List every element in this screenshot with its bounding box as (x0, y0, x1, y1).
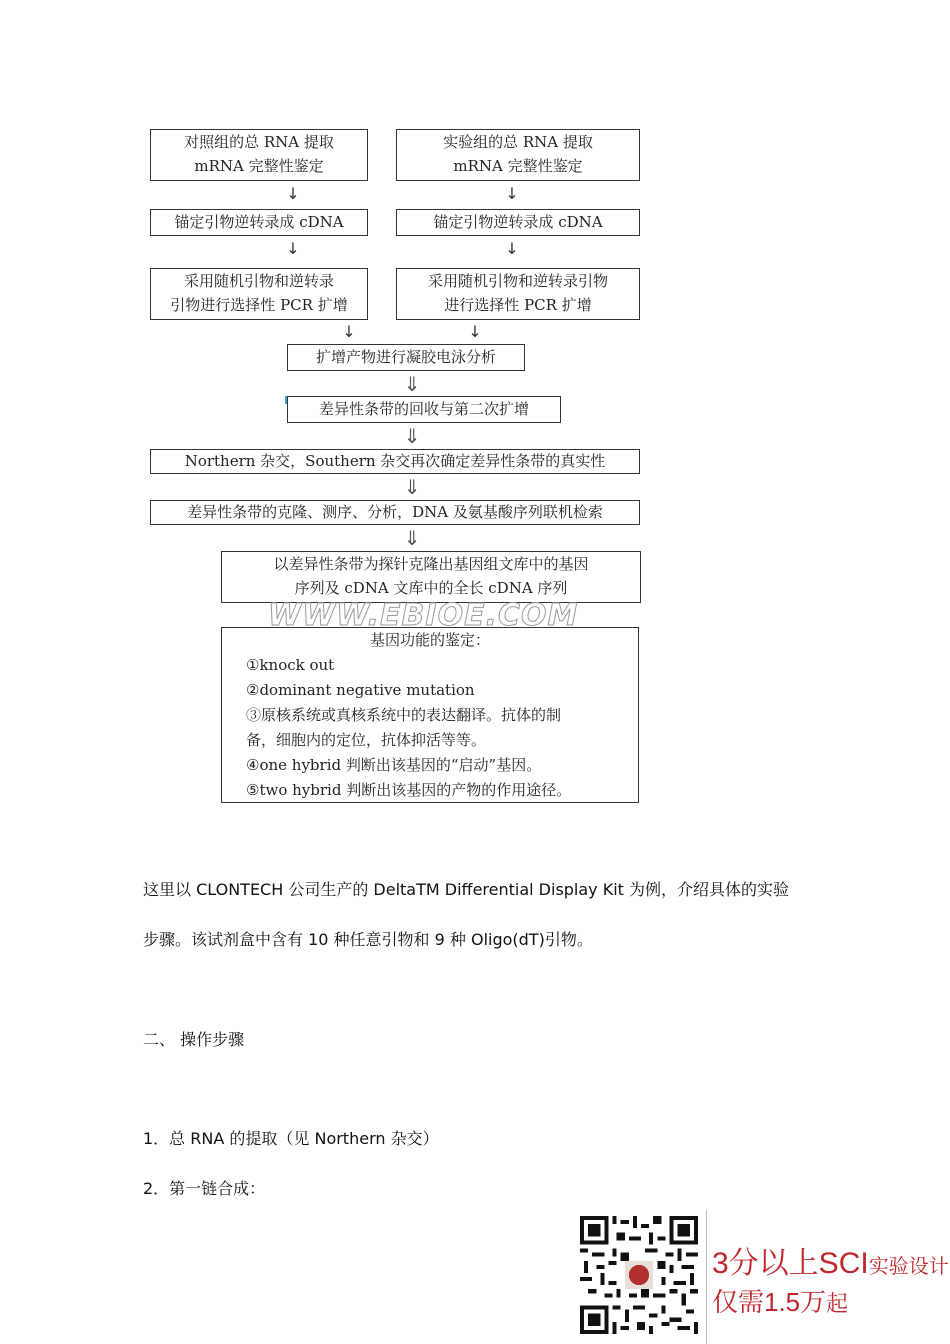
double-down-arrow-icon: ⇓ (403, 424, 421, 448)
box-line: 对照组的总 RNA 提取 (184, 133, 334, 151)
box-line: 差异性条带的回收与第二次扩增 (318, 400, 529, 418)
down-arrow-icon: ↓ (286, 239, 300, 258)
box-line: mRNA 完整性鉴定 (194, 157, 324, 175)
function-item: ②dominant negative mutation (246, 681, 475, 699)
down-arrow-icon: ↓ (286, 184, 300, 203)
double-down-arrow-icon: ⇓ (403, 526, 421, 550)
promo-line-2-big: 仅需1.5万 (712, 1287, 827, 1317)
box-line: 进行选择性 PCR 扩增 (444, 296, 592, 314)
section-heading: 二、 操作步骤 (143, 1030, 245, 1049)
box-line: mRNA 完整性鉴定 (453, 157, 583, 175)
box-line: 引物进行选择性 PCR 扩增 (170, 296, 348, 314)
function-item: ④one hybrid 判断出该基因的“启动”基因。 (246, 756, 542, 774)
box-line: Northern 杂交，Southern 杂交再次确定差异性条带的真实性 (184, 452, 606, 470)
double-down-arrow-icon: ⇓ (403, 475, 421, 499)
box-line: 扩增产物进行凝胶电泳分析 (315, 348, 496, 366)
box-line: 实验组的总 RNA 提取 (443, 133, 593, 151)
left-rna-extraction-box (150, 129, 368, 181)
down-arrow-icon: ↓ (468, 322, 482, 341)
promo-line-1-big: 3分以上SCI (712, 1247, 869, 1280)
library-screening-box (221, 551, 641, 603)
double-down-arrow-icon: ⇓ (403, 372, 421, 396)
promo-line-2 (712, 1282, 848, 1319)
step-item: 2．第一链合成： (143, 1179, 266, 1198)
right-reverse-transcription-box (396, 209, 640, 236)
box-line: 采用随机引物和逆转录引物 (427, 272, 608, 290)
paragraph-line: 这里以 CLONTECH 公司生产的 DeltaTM Differential Display Kit 为例，介绍具体的实验 (143, 880, 790, 899)
left-pcr-box (150, 268, 368, 320)
gene-function-title: 基因功能的鉴定： (369, 631, 490, 649)
paragraph-line: 步骤。该试剂盒中含有 10 种任意引物和 9 种 Oligo(dT)引物。 (143, 930, 593, 949)
function-item: ⑤two hybrid 判断出该基因的产物的作用途径。 (246, 781, 572, 799)
promo-line-2-small: 起 (826, 1291, 849, 1316)
band-recovery-box (287, 396, 561, 423)
qr-code-icon (580, 1216, 698, 1334)
northern-southern-box (150, 449, 640, 474)
watermark-text: WWW.EBIOE.COM (268, 598, 579, 633)
step-item: 1．总 RNA 的提取（见 Northern 杂交） (143, 1129, 439, 1148)
gel-electrophoresis-box (287, 344, 525, 371)
function-item: ①knock out (246, 656, 335, 674)
box-line: 采用随机引物和逆转录 (183, 272, 334, 290)
right-pcr-box (396, 268, 640, 320)
box-line: 锚定引物逆转录成 cDNA (174, 213, 344, 231)
cloning-sequencing-box (150, 500, 640, 525)
promo-line-1-small: 实验设计 (868, 1256, 949, 1278)
function-item: ③原核系统或真核系统中的表达翻译。抗体的制 (246, 706, 562, 724)
down-arrow-icon: ↓ (505, 184, 519, 203)
box-line: 序列及 cDNA 文库中的全长 cDNA 序列 (294, 579, 568, 597)
vertical-divider (706, 1210, 707, 1344)
function-item: 备，细胞内的定位，抗体抑活等等。 (246, 731, 487, 749)
box-line: 锚定引物逆转录成 cDNA (433, 213, 603, 231)
left-reverse-transcription-box (150, 209, 368, 236)
right-rna-extraction-box (396, 129, 640, 181)
promo-line-1 (712, 1238, 949, 1282)
box-line: 差异性条带的克隆、测序、分析，DNA 及氨基酸序列联机检索 (187, 503, 603, 521)
down-arrow-icon: ↓ (505, 239, 519, 258)
box-line: 以差异性条带为探针克隆出基因组文库中的基因 (273, 555, 589, 573)
down-arrow-icon: ↓ (342, 322, 356, 341)
gene-function-box (221, 627, 639, 803)
